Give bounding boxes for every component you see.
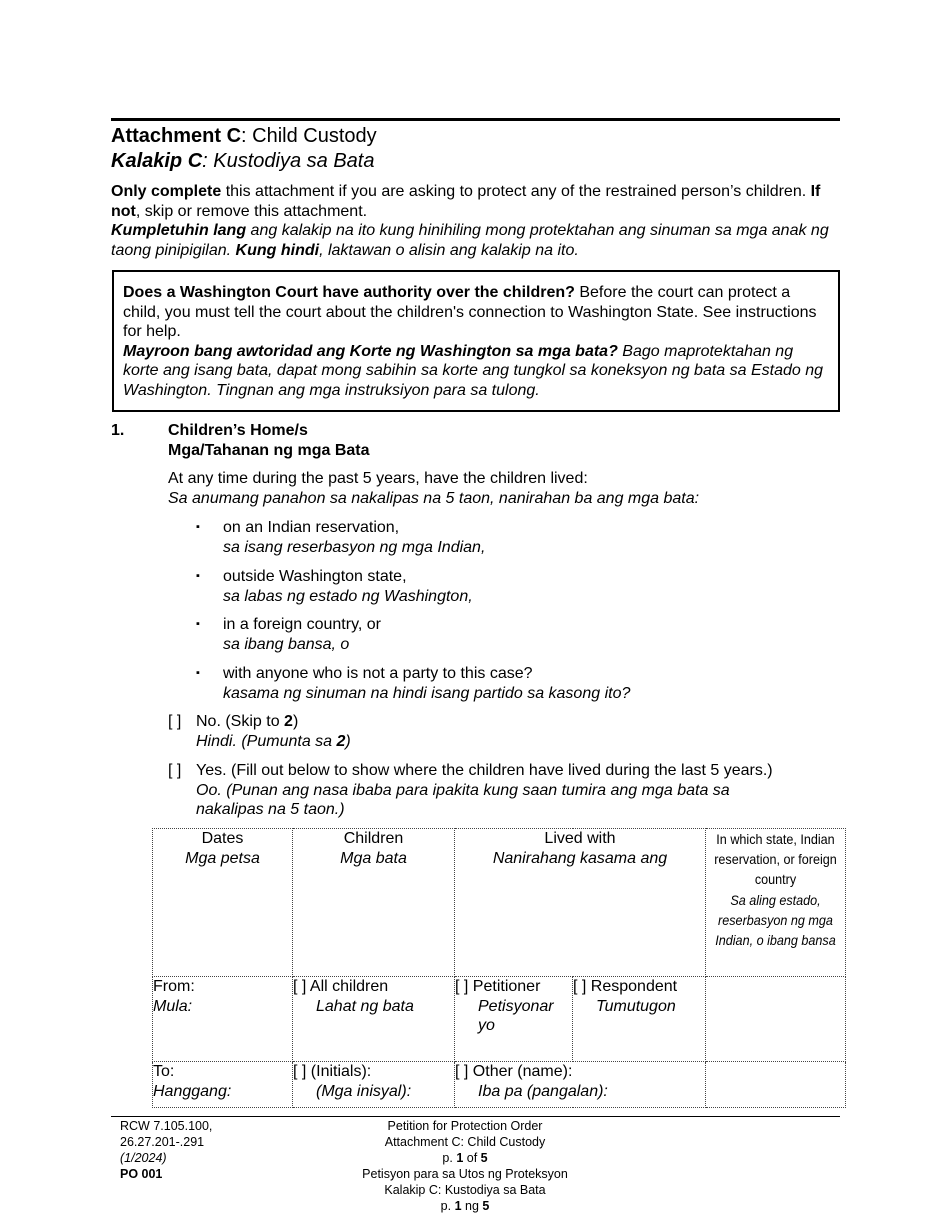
header-dates: Dates Mga petsa — [153, 829, 293, 977]
authority-english: Does a Washington Court have authority over the children? Before the court can protect a child, you must tell the court about the children's connection to Washington State. See instructions for help. — [123, 284, 817, 340]
page-title: Attachment C: Child Custody Kalakip C: Kustodiya sa Bata — [111, 125, 377, 172]
yes-checkbox[interactable]: [ ] — [168, 762, 182, 779]
no-checkbox[interactable]: [ ] — [168, 713, 182, 730]
top-rule — [111, 118, 840, 121]
residence-history-table — [152, 828, 846, 1108]
header-lived-with: Lived with Nanirahang kasama ang — [455, 829, 706, 977]
location-cell[interactable] — [706, 1062, 846, 1108]
intro-tagalog: Kumpletuhin lang ang kalakip na ito kung hinihiling mong protektahan ang sinuman sa mga anak ng taong pinipigilan. Kung hindi, laktawan o alisin ang kalakip na ito. — [111, 222, 829, 259]
bullet-icon: ▪ — [196, 667, 200, 679]
list-item: in a foreign country, or sa ibang bansa, o — [223, 616, 382, 653]
footer-form-info: Petition for Protection Order Attachment C: Child Custody p. 1 of 5 Petisyon para sa Utos ng Proteksyon Kalakip C: Kustodiya sa Bata p. 1 ng 5 — [362, 1119, 568, 1213]
authority-tagalog: Mayroon bang awtoridad ang Korte ng Washington sa mga bata? Bago maprotektahan ng korte ang isang bata, dapat mong sabihin sa korte ang tungkol sa koneksyon ng bata sa Estado ng Washington. Tingnan ang mga instruksiyon para sa tulong. — [123, 342, 824, 399]
all-children-cell[interactable]: [ ] All children Lahat ng bata — [293, 977, 455, 1062]
residence-question: At any time during the past 5 years, have the children lived: Sa anumang panahon sa nakalipas na 5 taon, nanirahan ba ang mga bata: — [168, 470, 700, 507]
all-children-checkbox[interactable]: [ ] — [293, 978, 307, 995]
location-cell[interactable] — [706, 977, 846, 1062]
initials-cell[interactable]: [ ] (Initials): (Mga inisyal): — [293, 1062, 455, 1108]
petitioner-cell[interactable]: [ ] Petitioner Petisyonar yo — [455, 977, 573, 1062]
list-item: with anyone who is not a party to this case? kasama ng sinuman na hindi isang partido sa kasong ito? — [223, 665, 631, 702]
respondent-checkbox[interactable]: [ ] — [573, 978, 587, 995]
authority-notice-box — [112, 270, 840, 412]
list-item: outside Washington state, sa labas ng estado ng Washington, — [223, 568, 473, 605]
intro-instructions — [111, 182, 840, 260]
petitioner-checkbox[interactable]: [ ] — [455, 978, 469, 995]
respondent-cell[interactable]: [ ] Respondent Tumutugon — [573, 977, 706, 1062]
yes-option-label: Yes. (Fill out below to show where the children have lived during the last 5 years.) Oo. (Punan ang nasa ibaba para ipakita kung saan tumira ang mga bata sa nakalipas na 5 taon.) — [196, 762, 773, 818]
bullet-icon: ▪ — [196, 521, 200, 533]
footer-citation: RCW 7.105.100, 26.27.201-.291 (1/2024) PO 001 — [120, 1119, 213, 1181]
list-item: on an Indian reservation, sa isang reserbasyon ng mga Indian, — [223, 519, 486, 556]
section-number: 1. — [111, 422, 125, 439]
bullet-icon: ▪ — [196, 570, 200, 582]
other-name-cell[interactable]: [ ] Other (name): Iba pa (pangalan): — [455, 1062, 706, 1108]
section-heading: Children’s Home/s Mga/Tahanan ng mga Bata — [168, 422, 370, 459]
other-checkbox[interactable]: [ ] — [455, 1063, 469, 1080]
footer-rule — [111, 1116, 840, 1117]
no-option-label: No. (Skip to 2) Hindi. (Pumunta sa 2) — [196, 713, 351, 750]
initials-checkbox[interactable]: [ ] — [293, 1063, 307, 1080]
from-date-cell[interactable]: From: Mula: — [153, 977, 293, 1062]
to-date-cell[interactable]: To: Hanggang: — [153, 1062, 293, 1108]
header-location: In which state, Indian reservation, or foreign country Sa aling estado, reserbasyon ng mga Indian, o ibang bansa — [706, 829, 846, 977]
bullet-icon: ▪ — [196, 618, 200, 630]
header-children: Children Mga bata — [293, 829, 455, 977]
intro-english: Only complete this attachment if you are asking to protect any of the restrained person’s children. If not, skip or remove this attachment. — [111, 183, 821, 220]
